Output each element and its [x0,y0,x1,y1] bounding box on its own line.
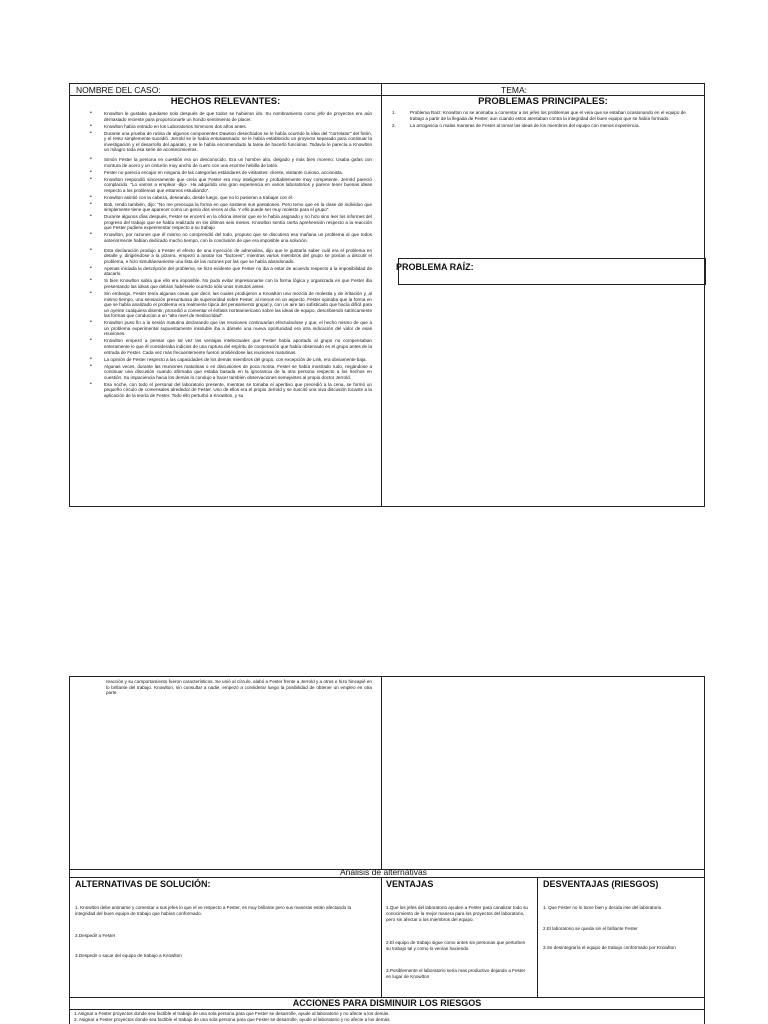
fact-item: • Apenas iniciada la descripción del problema, se hizo evidente que Fester no iba a estar de acuerdo respecto a la imposibilidad de atacarlo. [90,266,372,277]
fact-item: • Si bien Knowlton sabía que ello era imposible. No pudo evitar impresionarse con la forma lógica y organizada en que Fester iba presentando las ideas que debían habérsele ocurrido sólo unos minutos antes. [90,278,372,289]
analysis-header-line [70,877,704,878]
fact-item: • Durante una prueba de rutina de algunos componentes Dawson desechados se le había ocurrido la idea del "correlator" del fotón, y el resto simplemente sucedió. Jerrold se le había entusiasmado: se le había establecido un proyecto separado para continuar la investigación y el desarrollo del aparato, y se le había encomendado la tarea de hacerlo funcionar. Todavía le parecía a Knowlton un milagro toda esa serie de acontecimientos. [90,131,372,153]
disadvantage-2: 2.El laboratorio se queda sin el brillante Fester [543,926,638,931]
fact-item: • Bob, rendo también, dijo: "No me preocupa la forma en que sostiene sus pantalones. Pero temo que es la clase de individuo que simplemente tiene que aparecer como un genio dos veces al día. Y ello puede ser muy molesto para el grupo". [90,202,372,213]
problem-number: 1. [392,110,396,115]
fact-item: • Esa noche, con todo el personal del laboratorio presente, mientras se tomaba el aperitivo que precedió a la cena, se formó un pequeño círculo de comensales alrededor de Fester. Uno de ellos era el propio Jerrold y se suscitó una viva discusión tocante a la aplicación de la teoría de Fester. Todo ello perturbó a Knowlton, y su [90,382,372,399]
fact-item: • Esta declaración produjo a Fester el efecto de una inyección de adrenalina, dijo que le gustaría saber cuál era el problema en detalle y, dirigiéndose a la pizarra, empezó a anotar los "factores", mientras varios miembros del grupo se ponían a discutir el problema, e hizo simultáneamente una lista de las razones por las que se había abandonado. [90,248,372,265]
fact-item: • Knowlton puso fin a la sesión matutina declarando que las reuniones continuarían efectuándose y que, el hecho mismo de que a un problema experimental supuestamente insoluble iba a dársele una nueva oportunidad era otra indicación del valor de esas reuniones. [90,320,372,337]
fact-item: • Knowlton empezó a pensar que tal vez las ventajas intelectuales que Fester había aportado al grupo no compensaban enteramente lo que él consideraba indicios de una ruptura del espíritu de cooperación que había observado en el grupo antes de la entrada de Fester. Cada vez más frecuentemente fueron omitiéndose las reuniones matutinas. [90,338,372,355]
analysis-title: Análisis de alternativas [340,867,427,877]
column-divider [381,84,382,506]
problem-number: 2. [392,123,396,129]
fact-item: • Simón Fester la persona en cuestión era un desconocido. Era un hombre alto, delgado y más bien moreno. Usaba gafas con montura de acero y un cinturón muy ancho de cuero con una enorme hebilla de latón. [90,157,372,168]
advantages-title: VENTAJAS [386,879,434,889]
disadvantage-3: 3.Se desintegraría el equipo de trabajo conformado por Knowlton [543,945,676,950]
advantage-1: 1.Que los jefes del laboratorio ayuden a Fester para canalizar todo su conocimiento de la mejor manera para los proyectos del laboratorio, pero sin afectar a los miembros del equipo. [386,905,528,922]
problem-item [390,110,700,121]
action-2: 2. Asignar a Fester proyectos donde sea factible el trabajo de una sola persona para que Fester se desarrolle, ayude al laboratorio y no afecte a los demás. [74,1017,391,1022]
disadvantage-1: 1. Que Fester no lo tome bien y decida irse del laboratorio. [543,905,663,910]
fact-item: • Knowlton asintió con la cabeza, deseando, desde luego, que no lo pusieran a trabajar con él. [90,195,372,201]
continuation-text: reacción y su comportamiento fueron característicos. Se unió al círculo, alabó a Fester frente a Jerrold y a otros e hizo hincapié en lo brillante del trabajo. Knowlton, sin consultar a nadie, empezó a considerar luego la posibilidad de obtener un empleo en otra parte. [106,679,372,696]
fact-item: • Knowlton, por razones que él mismo no comprendió del todo, propuso que se discutiera esa mañana un problema al que todos anteriormente habían dedicado mucho tiempo, con la conclusión de que era imposible una solución. [90,232,372,243]
alternatives-divider [381,877,382,997]
case-name-label: NOMBRE DEL CASO: [76,85,161,95]
continuation-divider [381,677,382,869]
fact-item: • Knowlton le gustaba quedarse solo después de que todos se hubieran ido. Su nombramiento como jefe de proyectos era aún demasiado reciente para proporcionarle un hondo sentimiento de placer. [90,111,372,122]
advantage-2: 2.El equipo de trabajo sigue como antes sin personas que perturben su trabajo tal y como lo venían haciendo. [386,940,526,951]
alternatives-title: ALTERNATIVAS DE SOLUCIÓN: [75,879,211,889]
actions-header-line [70,1009,704,1010]
action-1: 1.Asignar a Fester proyectos donde sea factible el trabajo de una sola persona para que Fester se desarrolle, ayude al laboratorio y no afecte a los demás. [74,1011,390,1016]
problem-item [390,123,700,129]
fact-item: • Durante algunos días después, Fester se encerró en la oficina interior que se le había asignado y no hizo sino leer los informes del progreso del trabajo que se había realizado en los últimos seis meses. Knowlton sentía cierta aprehensión respecto a la reacción que Fester pudiera experimentar respecto a su trabajo [90,214,372,231]
actions-title: ACCIONES PARA DISMINUIR LOS RIESGOS [292,998,482,1008]
fact-item: • Knowlton había entrado en los Laboratorios Simmons dos años antes. [90,124,372,130]
problem-text: Problema Raíz: Knowlton no se animaba a comentar a los jefes los problemas que el veía que se estaban ocasionando en el equipo de trabajo a partir de la llegada de Fester, aun cuando estos atentaban contra la integridad del buen equipo que se había formado. [410,110,686,121]
main-problems-title: PROBLEMAS PRINCIPALES: [478,96,608,107]
alternative-1: 1. Knowlton debe animarse y comentar a sus jefes lo que el ve respecto a Fester, es muy brillante pero sus maneras están afectando la integridad del buen equipo de trabajo que habían conformado. [75,905,352,916]
fact-item: • Fester no parecía encajar en ninguna de las categorías estándares de visitantes: cliente, visitante curioso, accionista. [90,170,372,176]
problem-text: La arrogancia o malas maneras de Fester al tomar las ideas de los miembros del equipo con menos experiencia. [410,123,640,129]
topic-label: TEMA: [501,85,527,95]
alternative-3: 3.Despedir o sacar del equipo de trabajo a Knowlton [75,953,182,958]
alternative-2: 2.Despedir a Fester [75,933,116,938]
fact-item: • Algunas veces, durante las reuniones matutinas o en discusiones de poca monta, Fester se había mostrado rudo, negándose a continuar una discusión cuando afirmaba que estaba basada en la ignorancia de la otra persona respecto a los hechos en cuestión. Su impaciencia hacia los demás lo condujo a hacer también observaciones semejantes al propio doctor Jerrold. [90,364,372,381]
disadvantages-title: DESVENTAJAS (RIESGOS) [543,879,659,889]
root-problem-title: PROBLEMA RAÍZ: [396,262,474,272]
fact-item: • Knowlton respondió sinceramente que creía que Fester era muy inteligente y probablemente muy competente. Jerrold pareció complacido. "Lo vamos a emplear -dijo-. Ha adquirido una gran experiencia en varios laboratorios y parece tener buenas ideas respecto a los problemas que estamos estudiando". [90,177,372,194]
advantages-divider [537,877,538,997]
fact-item: • Sin embargo, Fester tenía algunas cosas que decir, las cuales produjeron a Knowlton una mezcla de molestia y de irritación y, al mismo tiempo, una sensación presuntuosa de superioridad sobre Fester, al menos en un aspecto. Fester opinaba que la forma en que se había analizado el problema era realmente típica del pensamiento grupal y, con un aire tan sofisticado que hacía difícil para un oyente cualquiera disentir, procedió a comentar el énfasis norteamericano sobre las ideas de equipo, describiendo satíricamente las formas que conducían a un "alto nivel de mediocridad". [90,291,372,319]
advantage-3: 3.Posiblemente el laboratorio sería mas productivo dejando a Fester en lugar de Knowlton [386,968,526,979]
continuation-table [69,676,705,1024]
root-problem-box [398,258,706,285]
relevant-facts-title: HECHOS RELEVANTES: [170,96,281,107]
main-problems-list [390,110,700,131]
fact-item: • La opinión de Fester respecto a las capacidades de los demás miembros del grupo, con excepción de Link, era obviamente baja. [90,357,372,363]
relevant-facts-list [90,111,372,400]
case-table [69,83,705,507]
